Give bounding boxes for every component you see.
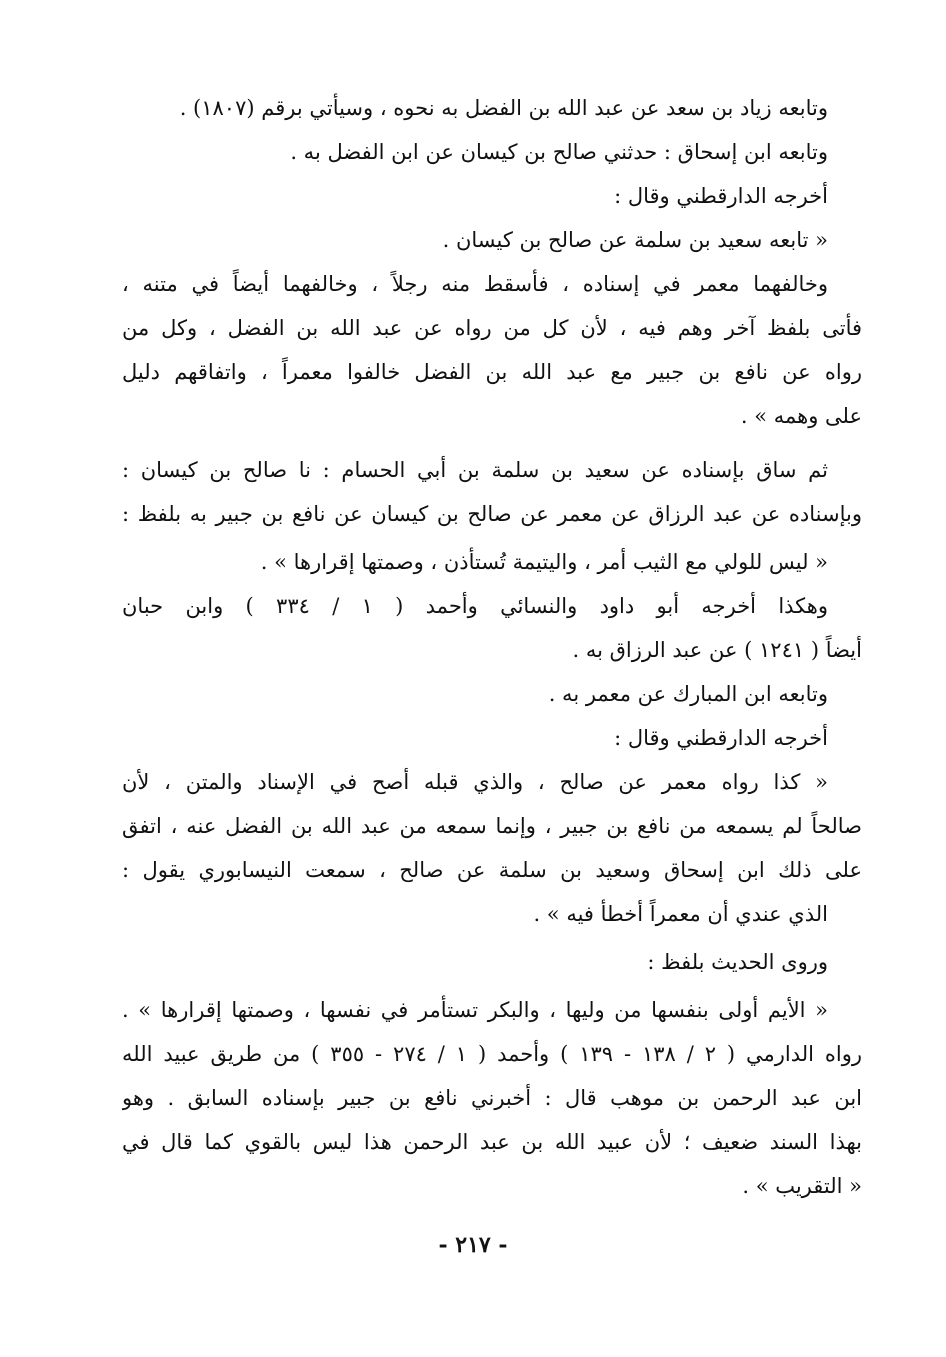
text-line: « تابعه سعيد بن سلمة عن صالح بن كيسان .: [442, 228, 828, 252]
text-line: أخرجه الدارقطني وقال :: [614, 184, 828, 208]
text-line: وتابعه ابن المبارك عن معمر به .: [548, 682, 828, 706]
text-line: « الأيم أولى بنفسها من وليها ، والبكر تستأمر في نفسها ، وصمتها إقرارها » .: [122, 998, 828, 1022]
text-line: بهذا السند ضعيف ؛ لأن عبيد الله بن عبد الرحمن هذا ليس بالقوي كما قال في: [122, 1130, 862, 1154]
text-line: وتابعه زياد بن سعد عن عبد الله بن الفضل به نحوه ، وسيأتي برقم (١٨٠٧) .: [179, 96, 828, 120]
text-line: أخرجه الدارقطني وقال :: [614, 726, 828, 750]
text-line: الذي عندي أن معمراً أخطأ فيه » .: [533, 902, 828, 926]
text-line: رواه عن نافع بن جبير مع عبد الله بن الفضل خالفوا معمراً ، واتفاقهم دليل: [122, 360, 862, 384]
text-line: صالحاً لم يسمعه من نافع بن جبير ، وإنما سمعه من عبد الله بن الفضل عنه ، اتفق: [122, 814, 862, 838]
text-line: « التقريب » .: [742, 1174, 862, 1198]
text-line: وهكذا أخرجه أبو داود والنسائي وأحمد ( ١ / ٣٣٤ ) وابن حبان: [122, 594, 828, 618]
text-line: رواه الدارمي ( ٢ / ١٣٨ - ١٣٩ ) وأحمد ( ١ / ٢٧٤ - ٣٥٥ ) من طريق عبيد الله: [122, 1042, 862, 1066]
text-line: فأتى بلفظ آخر وهم فيه ، لأن كل من رواه عن عبد الله بن الفضل ، وكل من: [122, 316, 862, 340]
text-line: ابن عبد الرحمن بن موهب قال : أخبرني نافع بن جبير بإسناده السابق . وهو: [122, 1086, 862, 1110]
page-number: - ٢١٧ -: [438, 1232, 508, 1258]
text-line: أيضاً ( ١٢٤١ ) عن عبد الرزاق به .: [572, 638, 862, 662]
main-text: [122, 86, 862, 1208]
text-line: وروى الحديث بلفظ :: [647, 950, 828, 974]
text-line: « ليس للولي مع الثيب أمر ، واليتيمة تُستأذن ، وصمتها إقرارها » .: [260, 550, 828, 574]
text-line: ثم ساق بإسناده عن سعيد بن سلمة بن أبي الحسام : نا صالح بن كيسان :: [122, 458, 828, 482]
text-line: وبإسناده عن عبد الرزاق عن معمر عن صالح بن كيسان عن نافع بن جبير به بلفظ :: [122, 502, 862, 526]
text-line: وخالفهما معمر في إسناده ، فأسقط منه رجلاً ، وخالفهما أيضاً في متنه ،: [122, 272, 828, 296]
text-line: على وهمه » .: [740, 404, 862, 428]
text-line: وتابعه ابن إسحاق : حدثني صالح بن كيسان عن ابن الفضل به .: [290, 140, 828, 164]
text-line: على ذلك ابن إسحاق وسعيد بن سلمة عن صالح ، سمعت النيسابوري يقول :: [122, 858, 862, 882]
text-line: « كذا رواه معمر عن صالح ، والذي قبله أصح في الإسناد والمتن ، لأن: [122, 770, 828, 794]
